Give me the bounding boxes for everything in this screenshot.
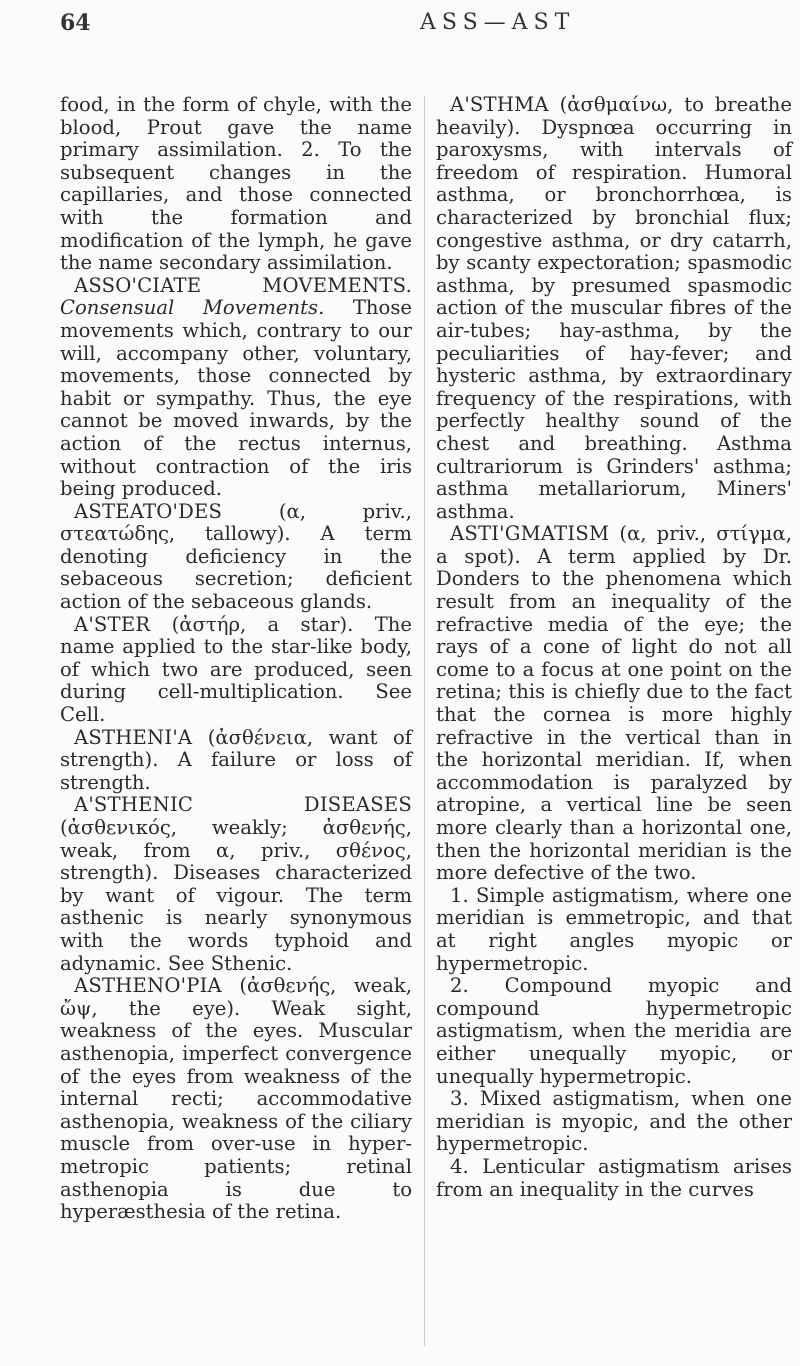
astigmatism-lenticular: 4. Lenticular astigmatism arises from an inequality in the curves xyxy=(436,1154,792,1201)
entry-body: (ἀσθενικός, weakly; ἀσθενής, weak, from α, priv., σθένος, strength). Diseases characterized by want of vigour. The term asthenic is nearly synonymous with the words typhoid and adynamic. See Sthenic. xyxy=(60,816,412,975)
page-number: 64 xyxy=(60,10,91,36)
astigmatism-simple: 1. Simple astigmatism, where one meridian is emmetropic, and that at right angles myopic or hypermetropic. xyxy=(436,883,792,975)
entry-term: ASTI'GMATISM xyxy=(450,522,610,546)
entry-aster xyxy=(60,614,412,727)
entry-body: (α, priv., στεατώδης, tallowy). A term denoting deficiency in the sebaceous secretion; deficient action of the sebaceous glands. xyxy=(60,499,412,614)
entry-astigmatism xyxy=(436,523,792,885)
running-head: ASS—AST xyxy=(420,10,576,35)
entry-body: Those movements which, contrary to our will, accompany other, voluntary, movements, those connected by habit or sympathy. Thus, the eye cannot be moved inwards, by the action of the rectus internus, without contraction of the iris being produced. xyxy=(60,296,412,501)
entry-body: (α, priv., στίγμα, a spot). A term applied by Dr. Donders to the phenomena which result from an inequality of the refractive media of the eye; the rays of a cone of light do not all come to a focus at one point on the retina; this is chiefly due to the fact that the cornea is more highly refractive in the vertical than in the horizontal meridian. If, when accommodation is paralyzed by atropine, a vertical line be seen more clearly than a horizontal one, then the horizontal meridian is the more defective of the two. xyxy=(436,522,792,885)
entry-term: ASTHENI'A xyxy=(74,725,193,749)
entry-asthenopia xyxy=(60,975,412,1224)
entry-associate-movements xyxy=(60,275,412,501)
entry-asteatodes xyxy=(60,501,412,614)
astigmatism-mixed: 3. Mixed astigmatism, when one meridian is myopic, and the other hypermetropic. xyxy=(436,1087,792,1156)
entry-term: A'STER xyxy=(74,612,151,636)
entry-body: (ἀσθμαίνω, to breathe heavily). Dyspnœa occurring in paroxysms, with intervals of freedom of respiration. Humoral asthma, or bronchorrhœa, is characterized by bronchial flux; congestive asthma, or dry catarrh, by scanty expectoration; spasmodic asthma, by presumed spasmodic action of the muscular fibres of the air-tubes; hay-asthma, by the peculiarities of hay-fever; and hysteric asthma, by extraordinary frequency of the respirations, with perfectly healthy sound of the chest and breathing. Asthma cultrariorum is Grinders' asthma; asthma metallariorum, Miners' asthma. xyxy=(436,93,793,523)
entry-term: ASSO'CIATE MOVEMENTS. xyxy=(74,273,412,297)
entry-asthenic-diseases xyxy=(60,794,412,975)
astigmatism-compound: 2. Compound myopic and compound hypermetropic astigmatism, when the meridia are either unequally myopic, or unequally hypermetropic. xyxy=(436,974,792,1088)
entry-term: ASTHENO'PIA xyxy=(74,974,222,998)
entry-body: (ἀσθένεια, want of strength). A failure or loss of strength. xyxy=(60,725,412,794)
entry-asthenia xyxy=(60,727,412,795)
right-column xyxy=(436,94,792,1201)
page-header xyxy=(60,10,780,50)
entry-term: ASTEATO'DES xyxy=(74,499,223,523)
entry-subtitle: Consensual Movements. xyxy=(60,296,325,320)
entry-body: (ἀστήρ, a star). The name applied to the star-like body, of which two are produced, seen during cell-multiplication. See Cell. xyxy=(60,612,412,727)
entry-asthma xyxy=(436,94,792,523)
entry-body: (ἀσθενής, weak, ὤψ, the eye). Weak sight, weakness of the eyes. Muscular asthenopia, imperfect convergence of the eyes from weakness of the internal recti; accommodative asthenopia, weakness of the ciliary muscle from over-use in hyper-metropic patients; retinal asthenopia is due to hyperæsthesia of the retina. xyxy=(60,974,412,1224)
left-column xyxy=(60,94,412,1224)
entry-continuation: food, in the form of chyle, with the blood, Prout gave the name primary assimilation. 2. To the subsequent changes in the capillaries, and those connected with the formation and modification of the lymph, he gave the name secondary assimilation. xyxy=(60,93,412,275)
entry-term: A'STHENIC DISEASES xyxy=(74,793,412,817)
entry-term: A'STHMA xyxy=(450,93,549,116)
column-divider xyxy=(424,96,425,1346)
